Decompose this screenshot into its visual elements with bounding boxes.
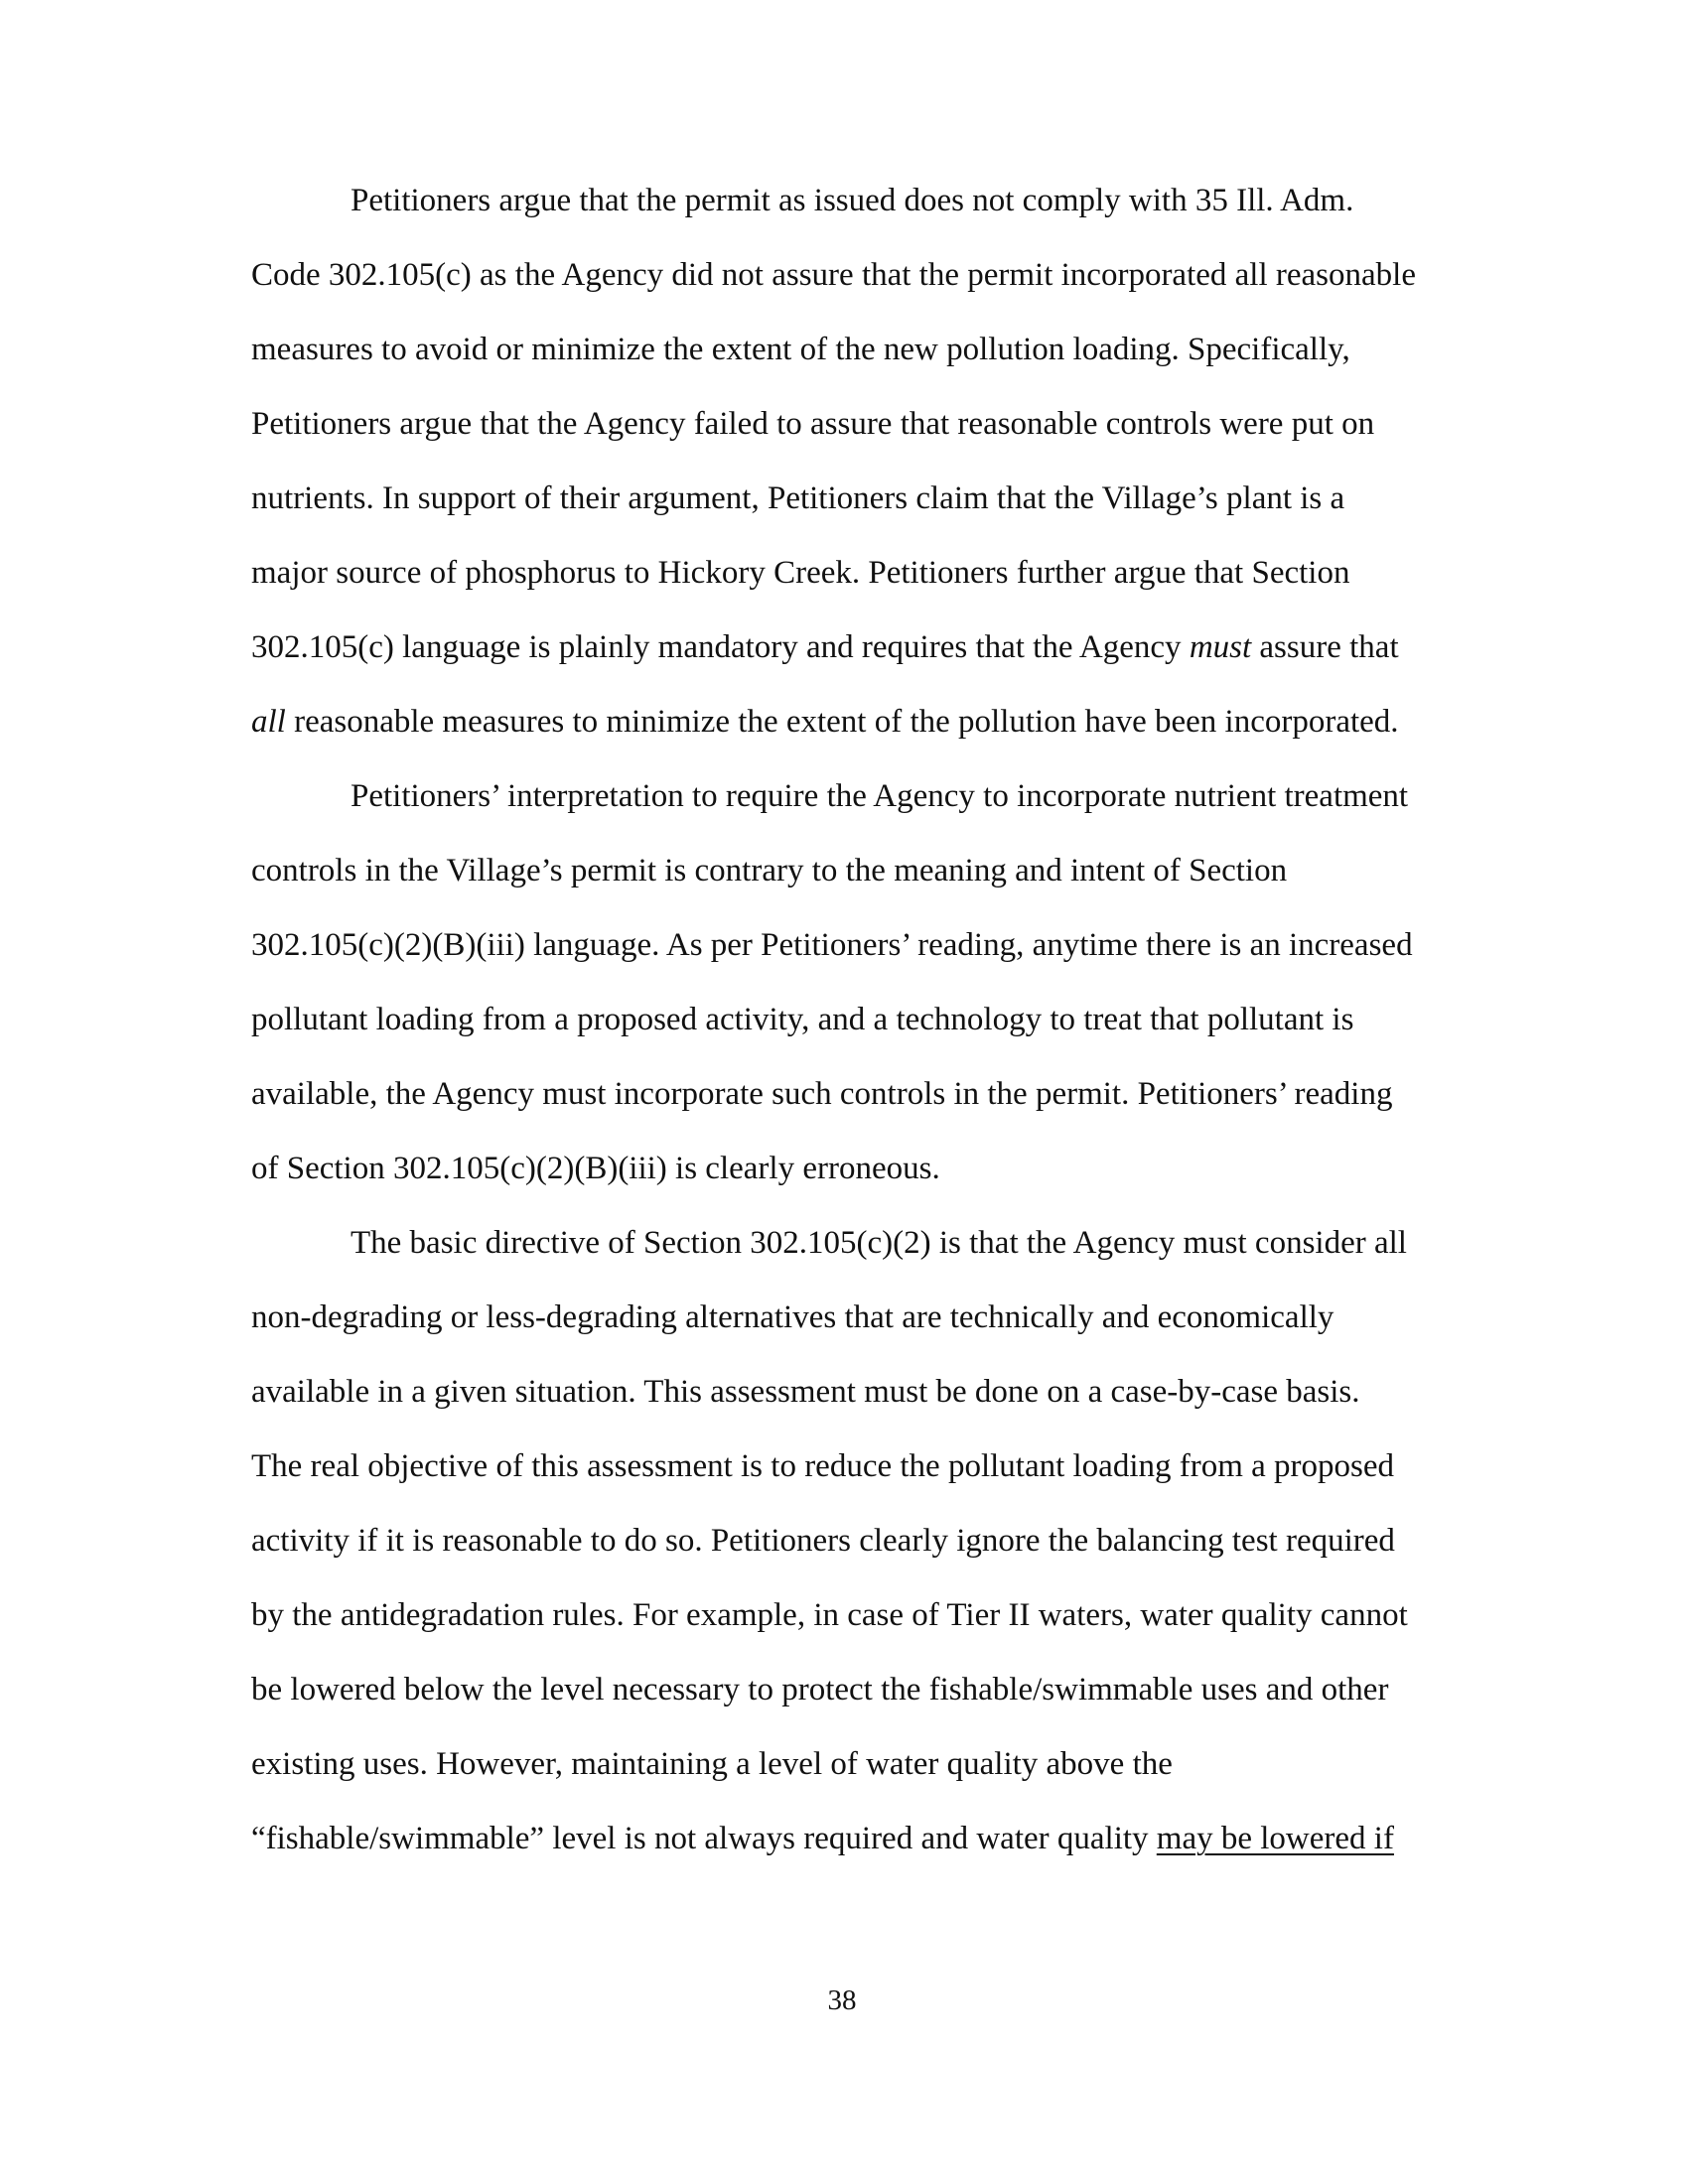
emphasized-text: must <box>1189 629 1252 665</box>
text-segment: major source of phosphorus to Hickory Creek. Petitioners further argue that Section <box>251 555 1350 591</box>
text-segment: Petitioners’ interpretation to require the Agency to incorporate nutrient treatment <box>351 778 1409 814</box>
text-line <box>251 1213 1433 1288</box>
text-line <box>251 1809 1433 1883</box>
paragraph <box>251 1213 1433 1883</box>
text-segment: “fishable/swimmable” level is not always required and water quality <box>251 1821 1157 1856</box>
text-line <box>251 245 1433 320</box>
text-segment: measures to avoid or minimize the extent of the new pollution loading. Specifically, <box>251 332 1350 367</box>
text-segment: nutrients. In support of their argument, Petitioners claim that the Village’s plant is a <box>251 480 1345 516</box>
text-line <box>251 1511 1433 1585</box>
text-line <box>251 1288 1433 1362</box>
text-line <box>251 1734 1433 1809</box>
text-segment: reasonable measures to minimize the extent of the pollution have been incorporated. <box>285 704 1399 740</box>
text-segment: controls in the Village’s permit is contrary to the meaning and intent of Section <box>251 853 1288 888</box>
text-segment: 302.105(c) language is plainly mandatory and requires that the Agency <box>251 629 1190 665</box>
text-line <box>251 1585 1433 1660</box>
underlined-text: may be lowered if <box>1156 1821 1394 1856</box>
text-segment: pollutant loading from a proposed activity, and a technology to treat that pollutant is <box>251 1002 1354 1037</box>
text-line <box>251 766 1433 841</box>
document-body <box>251 171 1433 1883</box>
text-segment: The real objective of this assessment is to reduce the pollutant loading from a proposed <box>251 1448 1395 1484</box>
text-segment: Code 302.105(c) as the Agency did not assure that the permit incorporated all reasonable <box>251 257 1416 293</box>
text-segment: available in a given situation. This assessment must be done on a case-by-case basis. <box>251 1374 1360 1410</box>
text-line <box>251 990 1433 1064</box>
text-segment: assure that <box>1251 629 1399 665</box>
text-segment: existing uses. However, maintaining a level of water quality above the <box>251 1746 1173 1782</box>
text-segment: by the antidegradation rules. For example, in case of Tier II waters, water quality cannot <box>251 1597 1408 1633</box>
emphasized-text: all <box>251 704 286 740</box>
paragraph <box>251 766 1433 1213</box>
text-segment: of Section 302.105(c)(2)(B)(iii) is clearly erroneous. <box>251 1151 940 1186</box>
text-line <box>251 543 1433 617</box>
text-line <box>251 1362 1433 1436</box>
text-line <box>251 617 1433 692</box>
text-line <box>251 469 1433 543</box>
text-line <box>251 320 1433 394</box>
text-segment: 302.105(c)(2)(B)(iii) language. As per Petitioners’ reading, anytime there is an increased <box>251 927 1413 963</box>
text-line <box>251 1660 1433 1734</box>
text-segment: Petitioners argue that the Agency failed to assure that reasonable controls were put on <box>251 406 1375 442</box>
paragraph <box>251 171 1433 766</box>
text-line <box>251 1139 1433 1213</box>
text-line <box>251 692 1433 766</box>
text-line <box>251 915 1433 990</box>
text-line <box>251 171 1433 245</box>
text-segment: activity if it is reasonable to do so. Petitioners clearly ignore the balancing test required <box>251 1523 1395 1559</box>
text-line <box>251 394 1433 469</box>
text-segment: The basic directive of Section 302.105(c)(2) is that the Agency must consider all <box>351 1225 1407 1261</box>
text-line <box>251 841 1433 915</box>
text-segment: non-degrading or less-degrading alternatives that are technically and economically <box>251 1299 1334 1335</box>
text-segment: be lowered below the level necessary to protect the fishable/swimmable uses and other <box>251 1672 1389 1707</box>
text-segment: available, the Agency must incorporate such controls in the permit. Petitioners’ reading <box>251 1076 1393 1112</box>
text-segment: Petitioners argue that the permit as issued does not comply with 35 Ill. Adm. <box>351 183 1354 218</box>
text-line <box>251 1064 1433 1139</box>
text-line <box>251 1436 1433 1511</box>
page-number: 38 <box>827 1984 857 2016</box>
